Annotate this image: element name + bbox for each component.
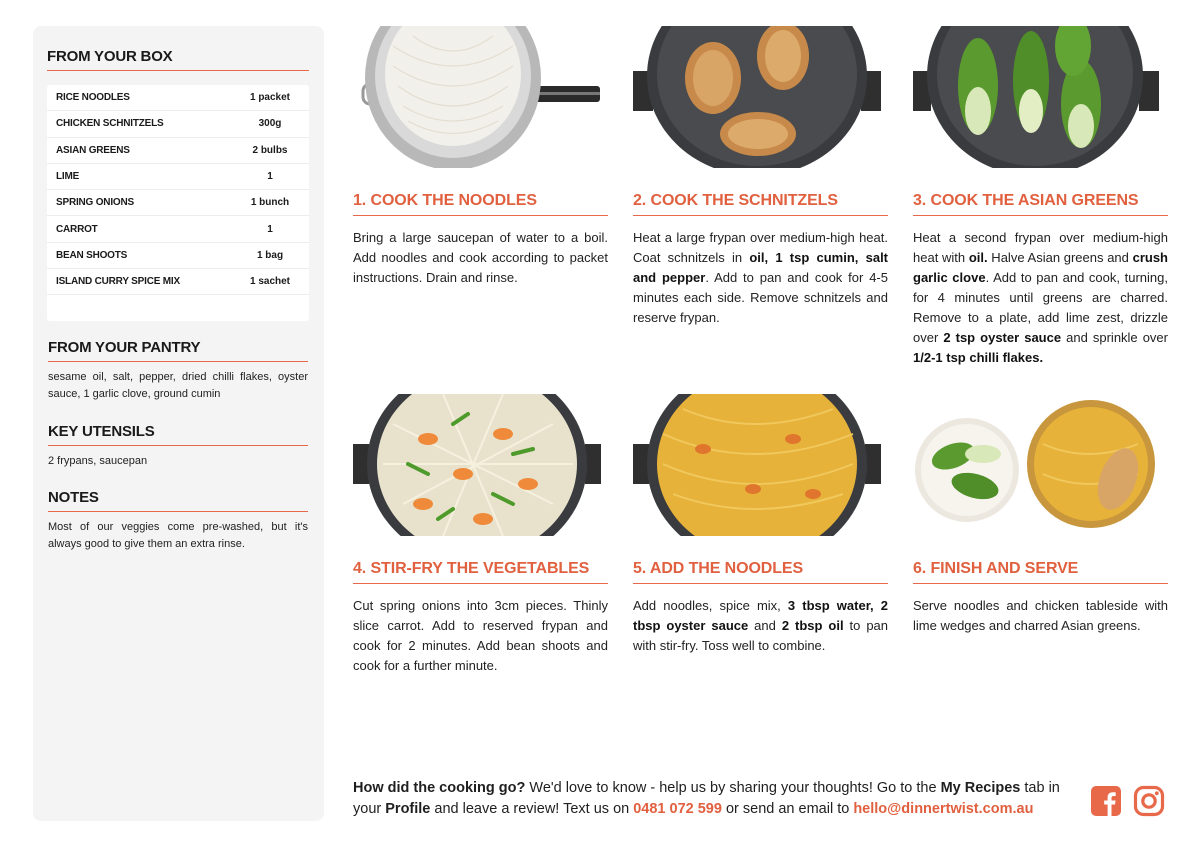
instagram-icon[interactable] <box>1133 785 1165 817</box>
ingredient-row <box>47 138 309 164</box>
step-2 <box>633 26 888 328</box>
feedback-footer: How did the cooking go? We'd love to know - help us by sharing your thoughts! Go to the My Recipes tab in your Profile and leave a review! Text us on 0481 072 599 or send an email to hello@dinnertwist.com.au <box>353 780 1060 817</box>
step-3 <box>913 26 1168 368</box>
ingredient-qty: 1 sachet <box>249 276 291 288</box>
profile-link[interactable]: Profile <box>385 801 431 817</box>
step-6 <box>913 394 1168 636</box>
ingredient-qty: 1 packet <box>249 92 291 104</box>
noodles-strainer-image <box>353 26 608 168</box>
step-4 <box>353 394 608 676</box>
ingredient-row <box>47 164 309 190</box>
step-4-text: Cut spring onions into 3cm pieces. Thinly slice carrot. Add to reserved frypan and cook for 2 minutes. Add bean shoots and cook for a further minute. <box>353 598 608 673</box>
phone-number[interactable]: 0481 072 599 <box>633 801 722 817</box>
stir-fry-vegetables-image <box>353 394 608 536</box>
utensils-heading: KEY UTENSILS <box>48 423 308 446</box>
ingredient-qty: 1 bag <box>256 249 284 261</box>
step-5-photo <box>633 394 888 536</box>
step-6-title: 6. FINISH AND SERVE <box>913 560 1168 584</box>
ingredient-qty: 300g <box>258 118 282 130</box>
step-3-text: Heat a second frypan over medium-high heat with oil. Halve Asian greens and crush garlic clove. Add to pan and cook, turning, for 4 minutes until greens are charred. Remove to a plate, add lime zest, drizzle over 2 tsp oyster sauce and sprinkle over 1/2-1 tsp chilli flakes. <box>913 230 1168 365</box>
feedback-question: How did the cooking go? <box>353 780 526 796</box>
pantry-section <box>48 339 308 403</box>
ingredient-row <box>47 243 309 269</box>
finished-dish-image <box>913 394 1168 536</box>
step-1 <box>353 26 608 288</box>
step-3-photo <box>913 26 1168 168</box>
sidebar <box>33 26 324 821</box>
ingredient-qty: 1 bunch <box>250 197 290 209</box>
ingredient-list <box>47 85 309 321</box>
step-2-title: 2. COOK THE SCHNITZELS <box>633 192 888 216</box>
utensils-section <box>48 423 308 470</box>
ingredient-name: ASIAN GREENS <box>56 144 130 156</box>
step-5-text: Add noodles, spice mix, 3 tbsp water, 2 tbsp oyster sauce and 2 tbsp oil to pan with stir-fry. Toss well to combine. <box>633 598 889 653</box>
utensils-text: 2 frypans, saucepan <box>48 455 148 467</box>
step-1-photo <box>353 26 608 168</box>
noodles-stir-fry-image <box>633 394 888 536</box>
step-6-photo <box>913 394 1168 536</box>
notes-section <box>48 489 308 553</box>
ingredient-qty: 1 <box>267 223 273 235</box>
ingredient-name: CHICKEN SCHNITZELS <box>56 118 164 130</box>
asian-greens-pan-image <box>913 26 1168 168</box>
step-3-title: 3. COOK THE ASIAN GREENS <box>913 192 1168 216</box>
ingredient-row <box>47 216 309 242</box>
facebook-icon[interactable] <box>1090 785 1122 817</box>
pantry-heading: FROM YOUR PANTRY <box>48 339 308 362</box>
step-1-text: Bring a large saucepan of water to a boil. Add noodles and cook according to packet instructions. Drain and rinse. <box>353 230 608 285</box>
ingredient-name: RICE NOODLES <box>56 92 130 104</box>
schnitzel-pan-image <box>633 26 888 168</box>
step-4-title: 4. STIR-FRY THE VEGETABLES <box>353 560 608 584</box>
notes-heading: NOTES <box>48 489 308 512</box>
step-5 <box>633 394 888 656</box>
ingredient-name: SPRING ONIONS <box>56 197 134 209</box>
ingredient-name: CARROT <box>56 223 98 235</box>
from-your-box-heading-wrap <box>47 48 309 71</box>
ingredient-row <box>47 111 309 137</box>
step-6-text: Serve noodles and chicken tableside with lime wedges and charred Asian greens. <box>913 598 1168 633</box>
step-5-title: 5. ADD THE NOODLES <box>633 560 888 584</box>
step-4-photo <box>353 394 608 536</box>
ingredient-qty: 2 bulbs <box>252 144 288 156</box>
ingredient-name: ISLAND CURRY SPICE MIX <box>56 276 180 288</box>
ingredient-row <box>47 269 309 295</box>
step-2-text: Heat a large frypan over medium-high heat. Coat schnitzels in oil, 1 tsp cumin, salt and pepper. Add to pan and cook for 4-5 minutes each side. Remove schnitzels and reserve frypan. <box>633 230 889 325</box>
step-2-photo <box>633 26 888 168</box>
ingredient-name: BEAN SHOOTS <box>56 249 128 261</box>
pantry-text: sesame oil, salt, pepper, dried chilli flakes, oyster sauce, 1 garlic clove, ground cumin <box>48 371 308 400</box>
from-your-box-heading: FROM YOUR BOX <box>47 48 173 65</box>
ingredient-row <box>47 85 309 111</box>
my-recipes-link[interactable]: My Recipes <box>940 780 1021 796</box>
notes-text: Most of our veggies come pre-washed, but it's always good to give them an extra rinse. <box>48 521 308 550</box>
ingredient-name: LIME <box>56 171 80 183</box>
ingredient-qty: 1 <box>267 171 273 183</box>
email-link[interactable]: hello@dinnertwist.com.au <box>853 801 1034 817</box>
ingredient-row <box>47 190 309 216</box>
step-1-title: 1. COOK THE NOODLES <box>353 192 608 216</box>
